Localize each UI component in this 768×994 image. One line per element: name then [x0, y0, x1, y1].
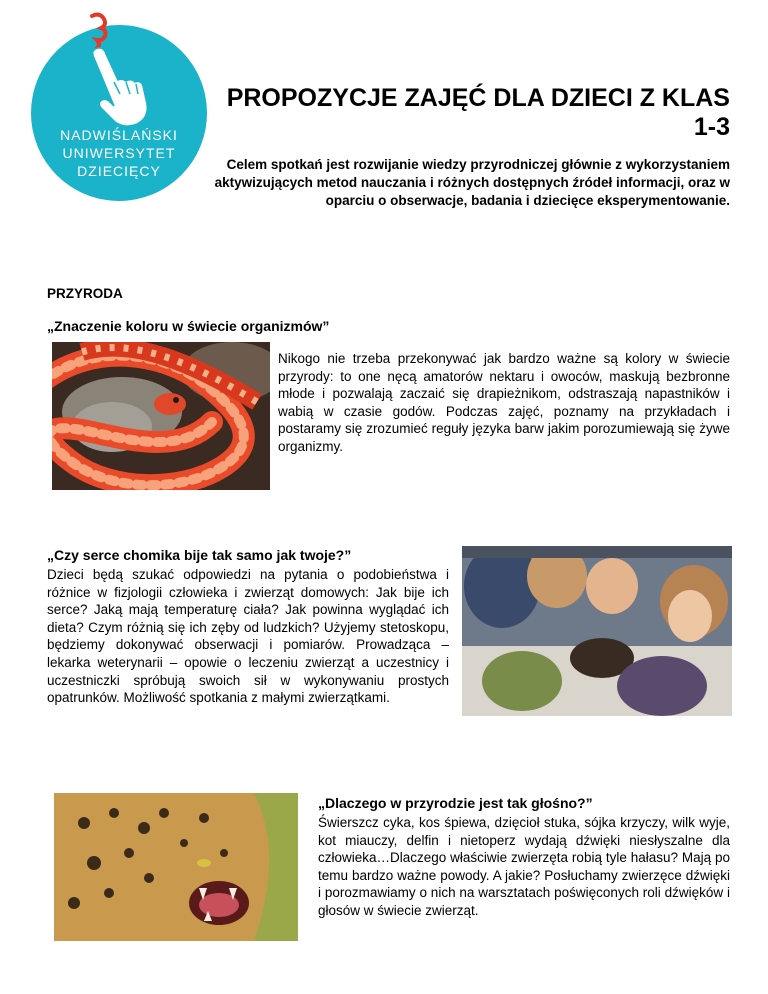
topic-title: „Dlaczego w przyrodzie jest tak głośno?”	[318, 795, 593, 811]
logo-line-2: UNIWERSYTET	[62, 145, 176, 161]
logo-line-3: DZIECIĘCY	[77, 163, 161, 179]
logo-line-1: NADWIŚLAŃSKI	[60, 127, 178, 143]
university-logo	[30, 12, 208, 202]
section-heading: PRZYRODA	[47, 286, 123, 301]
snake-photo	[52, 342, 270, 490]
page-title: PROPOZYCJE ZAJĘĆ DLA DZIECI Z KLAS 1-3	[226, 84, 730, 141]
topic-description: Świerszcz cyka, kos śpiewa, dzięcioł stuka, sójka krzyczy, wilk wyje, kot miauczy, delfin i nietoperz wydają dźwięki niesłyszalne dla człowieka…Dlaczego właściwie zwierzęta robią tyle hałasu? Mają po temu bardzo ważne powody. A jakie? Posłuchamy zwierzęce dźwięki i porozmawiamy o nich na warsztatach poświęconych roli dźwięków i głosów w świecie zwierząt.	[318, 815, 730, 918]
topic-title: „Czy serce chomika bije tak samo jak twoje?”	[47, 547, 352, 563]
topic-title: „Znaczenie koloru w świecie organizmów”	[47, 318, 330, 334]
topic-description: Nikogo nie trzeba przekonywać jak bardzo ważne są kolory w świecie przyrody: to one nęcą amatorów nektaru i owoców, maskują bezbronne młode i pozwalają zaczaić się drapieżnikom, odstraszają napastników i wabią w czasie godów. Podczas zajęć, poznamy na przykładach i postaramy się zrozumieć reguły języka barw jakim porozumiewają się żywe organizmy.	[278, 351, 730, 454]
children-photo	[462, 546, 732, 716]
topic-description: Dzieci będą szukać odpowiedzi na pytania o podobieństwa i różnice w fizjologii człowieka i zwierząt domowych: Jak bije ich serce? Jaką mają temperaturę ciała? Jak powinna wyglądać ich dieta? Czym różnią się ich zęby od ludzkich? Użyjemy stetoskopu, będziemy dokonywać obserwacji i pomiarów. Prowadząca – lekarka weterynarii – opowie o leczeniu zwierząt a uczestnicy i uczestniczki spróbują swoich sił w wykonywaniu prostych opatrunków. Możliwość spotkania z małymi zwierzątkami.	[47, 567, 449, 706]
intro-text: Celem spotkań jest rozwijanie wiedzy przyrodniczej głównie z wykorzystaniem aktywizujących metod nauczania i różnych dostępnych źródeł informacji, oraz w oparciu o obserwacje, badania i dziecięce eksperymentowanie.	[214, 157, 730, 208]
leopard-photo	[54, 793, 298, 941]
